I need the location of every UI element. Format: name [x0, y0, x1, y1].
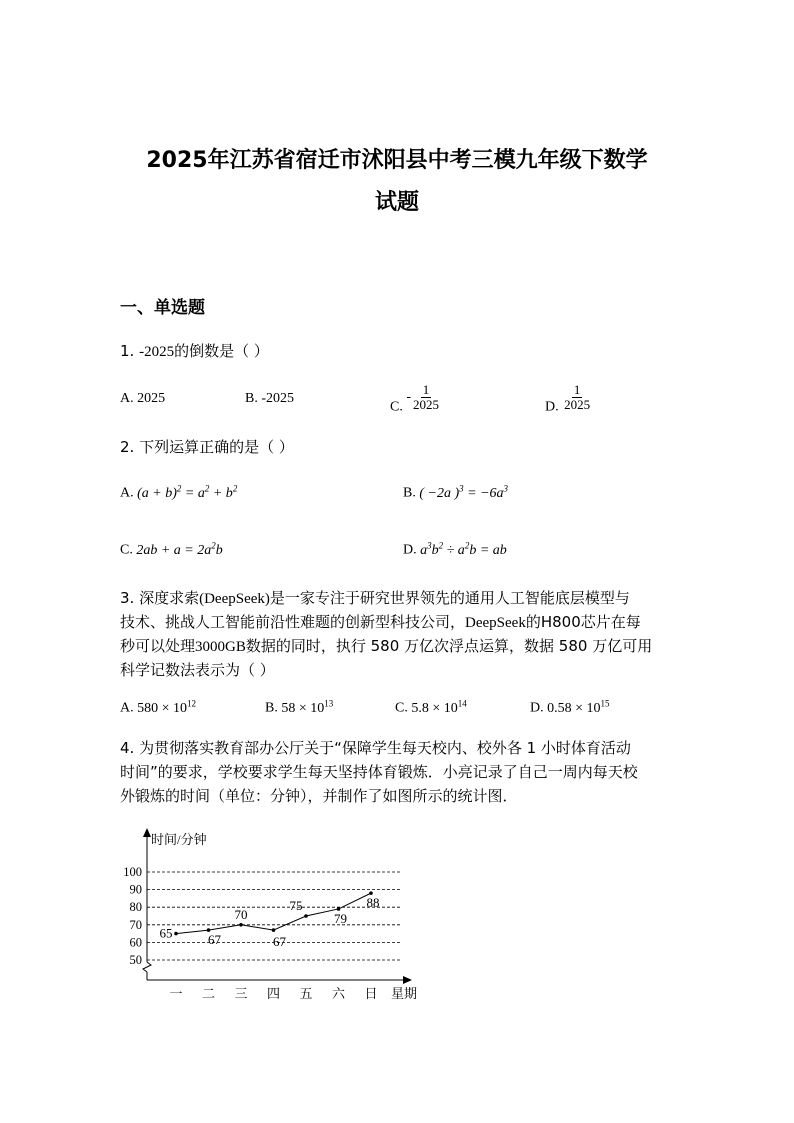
- x-tick-label: 一: [169, 986, 183, 1001]
- data-label: 79: [334, 910, 347, 926]
- x-tick-label: 六: [331, 986, 346, 1001]
- option-label: A.: [120, 700, 134, 716]
- line-chart: [110, 820, 440, 1010]
- page-title-line2: 试题: [374, 190, 419, 215]
- q3-text: 技术、挑战人工智能前沿性难题的创新型科技公司，: [120, 613, 466, 631]
- fraction: [411, 383, 441, 412]
- q2-option-c[interactable]: [120, 540, 223, 559]
- y-tick-label: 80: [129, 900, 142, 915]
- option-label: C.: [390, 399, 403, 415]
- y-tick-label: 50: [129, 953, 142, 967]
- data-label: 75: [289, 898, 303, 913]
- q3-option-b[interactable]: [265, 698, 333, 717]
- x-axis-arrow-icon: [403, 976, 412, 984]
- q1-option-b[interactable]: [245, 391, 294, 407]
- data-label: 67: [208, 932, 221, 948]
- q3-text: 秒可以处理: [120, 637, 196, 655]
- data-point: [239, 923, 243, 927]
- formula: $(a + b)^2 = a^2 + b^2$: [137, 483, 238, 501]
- q1-number: 1.: [120, 342, 135, 360]
- fraction: [562, 383, 592, 412]
- data-label: 88: [366, 895, 380, 911]
- y-axis-arrow-icon: [143, 828, 151, 837]
- data-label: 65: [159, 925, 173, 941]
- q1-option-d[interactable]: [545, 383, 592, 416]
- option-label: D.: [403, 542, 417, 558]
- question-3-line1: [120, 586, 630, 611]
- axis-break-icon: [143, 962, 151, 972]
- formula: ( −2a )$^3 = -6a^3$: [419, 483, 509, 501]
- q3-option-a[interactable]: [120, 698, 196, 717]
- question-4-line2: 时间”的要求，学校要求学生每天坚持体育锻炼．小亮记录了自己一周内每天校: [120, 763, 638, 781]
- question-2-stem: 2. 下列运算正确的是（ ）: [120, 438, 294, 456]
- formula: $580 \times 10^{12}$: [137, 698, 197, 716]
- data-point: [304, 914, 308, 918]
- question-4-line3: 外锻炼的时间（单位：分钟），并制作了如图所示的统计图．: [120, 787, 518, 805]
- formula: $2ab + a = 2a^2b$: [136, 540, 223, 558]
- formula: $5.8 \times 10^{14}$: [411, 698, 467, 716]
- fraction-denominator: 2025: [413, 397, 440, 412]
- q2-option-b[interactable]: [403, 483, 508, 502]
- x-tick-label: 二: [201, 986, 216, 1001]
- q1-text: 的倒数是（ ）: [174, 342, 269, 360]
- option-label: D.: [530, 700, 544, 716]
- option-label: C.: [120, 542, 133, 558]
- section-heading: 一、单选题: [120, 298, 205, 318]
- q1-option-a[interactable]: [120, 391, 165, 407]
- formula: $a^3b^2 \div a^2b$ = ab: [420, 540, 507, 558]
- q2-option-a[interactable]: [120, 483, 237, 502]
- option-value: -2025: [261, 391, 295, 406]
- y-tick-label: 90: [129, 882, 142, 897]
- fraction-denominator: 2025: [564, 397, 591, 412]
- question-4-line1: 4. 为贯彻落实教育部办公厅关于“保障学生每天校内、校外各 1 小时体育活动: [120, 739, 631, 757]
- x-tick-label: 三: [234, 986, 248, 1001]
- question-3-line4: 科学记数法表示为（ ）: [120, 661, 275, 679]
- question-1-stem: [120, 339, 269, 364]
- formula: $58 \times 10^{13}$: [281, 698, 334, 716]
- data-point: [272, 928, 276, 932]
- question-3-line3: [120, 634, 652, 659]
- page-title: 2025年江苏省宿迁市沭阳县中考三模九年级下数学: [146, 148, 648, 173]
- q3-math: (DeepSeek): [199, 591, 270, 607]
- option-value: 2025: [137, 391, 166, 406]
- q3-math: DeepSeek: [465, 615, 526, 631]
- question-3-line2: [120, 610, 641, 635]
- x-tick-label: 四: [266, 986, 281, 1001]
- fraction-numerator: 1: [573, 382, 581, 397]
- option-label: D.: [545, 399, 559, 415]
- option-label: B.: [403, 485, 416, 501]
- y-tick-label: 60: [129, 935, 142, 950]
- q3-option-c[interactable]: [395, 698, 467, 717]
- y-axis-label: 时间/分钟: [151, 832, 207, 847]
- option-label: A.: [120, 391, 134, 406]
- q3-math: 3000GB: [195, 639, 246, 655]
- q1-math: -2025: [139, 344, 175, 360]
- q3-text: 是一家专注于研究世界领先的通用人工智能底层模型与: [269, 589, 630, 607]
- fraction-numerator: 1: [422, 382, 430, 397]
- y-tick-label: 70: [129, 917, 142, 932]
- option-label: A.: [120, 485, 134, 501]
- q3-option-d[interactable]: [530, 698, 610, 717]
- formula: $0.58 \times 10^{15}$: [547, 698, 610, 716]
- minus-sign: -: [406, 389, 412, 405]
- x-tick-label: 五: [299, 986, 313, 1001]
- data-label: 70: [234, 906, 248, 922]
- q1-option-c[interactable]: [390, 383, 441, 416]
- q3-text: 数据的同时，执行 580 万亿次浮点运算，数据 580 万亿可用: [245, 637, 653, 655]
- option-label: B.: [245, 391, 258, 406]
- data-point: [174, 932, 178, 936]
- option-label: C.: [395, 700, 408, 716]
- data-label: 67: [273, 934, 286, 950]
- q3-text: 3. 深度求索: [120, 589, 200, 607]
- y-tick-label: 100: [123, 865, 142, 879]
- q2-option-d[interactable]: [403, 540, 507, 559]
- x-tick-label: 日: [364, 986, 378, 1001]
- q3-text: 的H800芯片在每: [525, 613, 641, 631]
- option-label: B.: [265, 700, 278, 716]
- x-axis-label: 星期: [391, 986, 418, 1001]
